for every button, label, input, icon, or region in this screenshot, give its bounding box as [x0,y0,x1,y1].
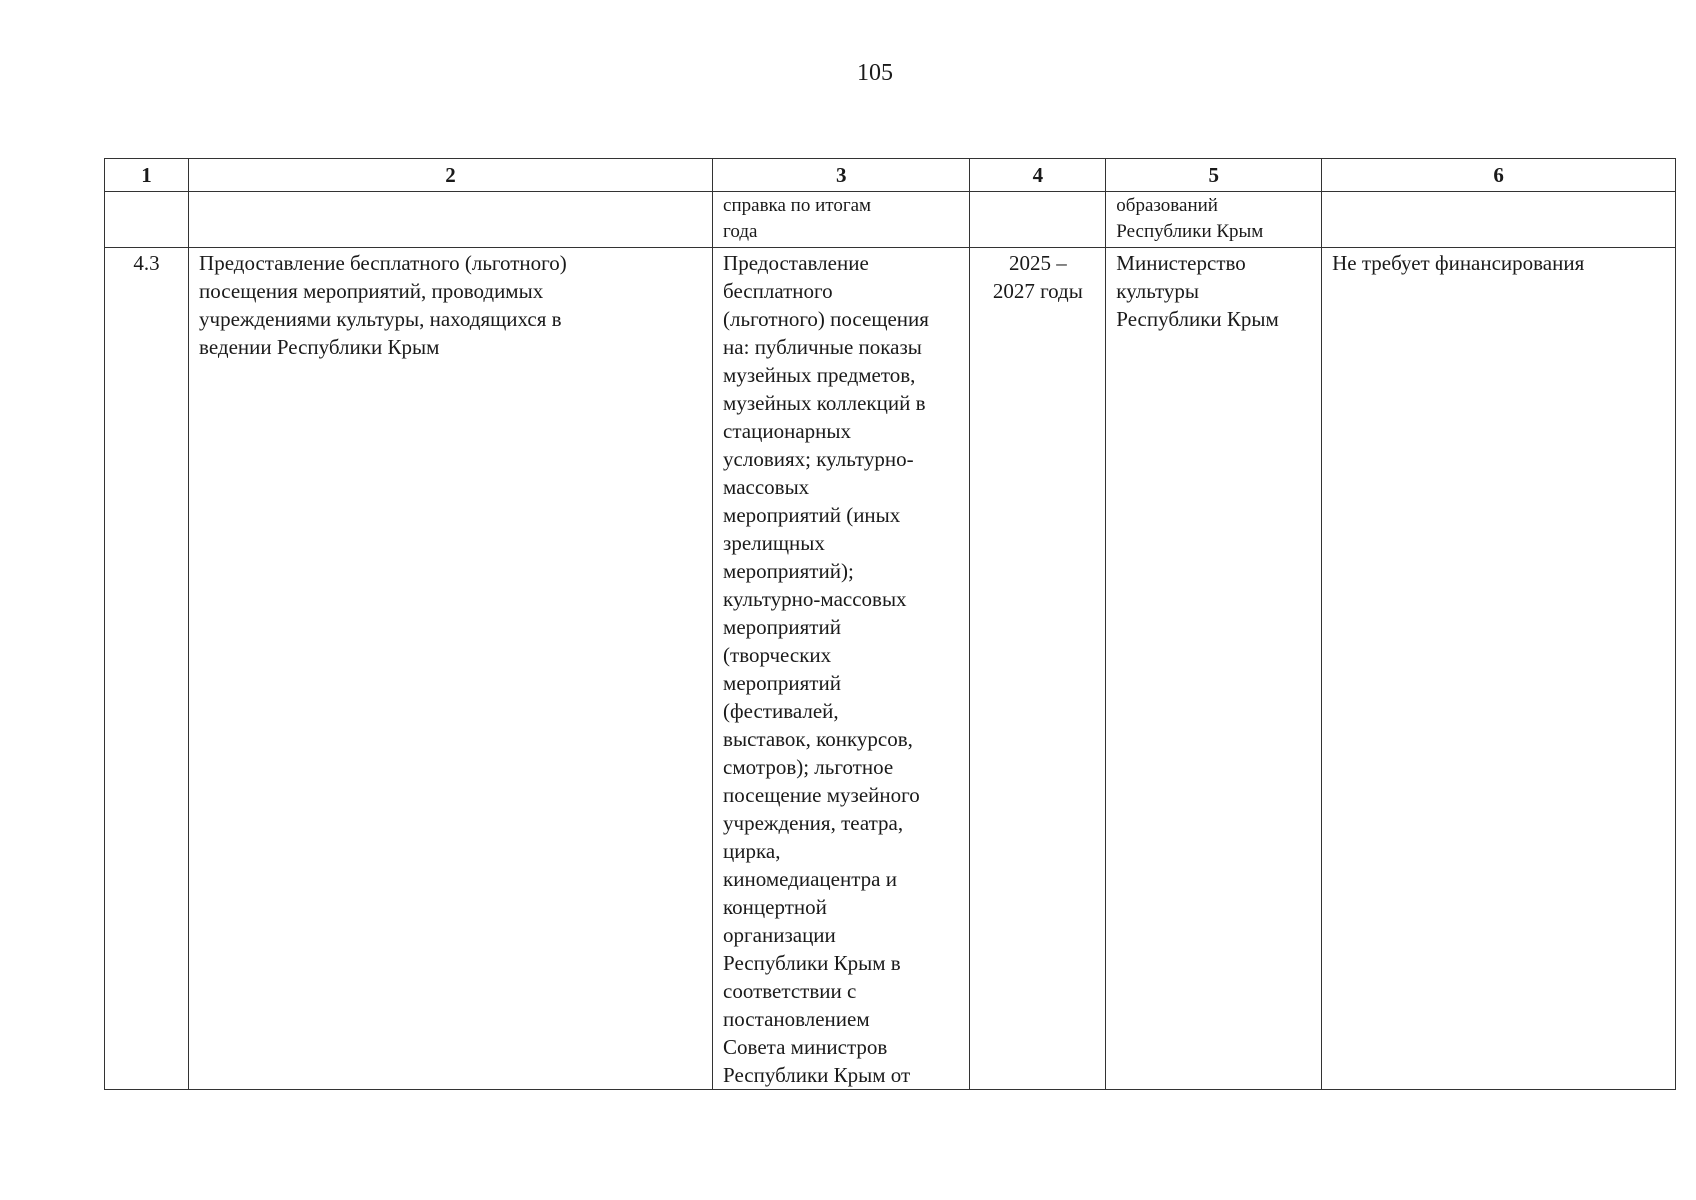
cell-continuation-col4 [970,192,1106,248]
cell-continuation-col2 [189,192,713,248]
table-row-4-3 [105,248,1676,1090]
cell-continuation-col1 [105,192,189,248]
column-header-1: 1 [105,159,189,192]
cell-result [713,248,970,1090]
text-line: справка по итогам [723,195,872,216]
text-line: цирка, [723,839,781,863]
cell-term [970,248,1106,1090]
text-line: ведении Республики Крым [199,335,440,359]
text-line: Республики Крым в [723,951,901,975]
cell-continuation-col6 [1322,192,1676,248]
text-line: учреждения, театра, [723,811,904,835]
text-line: зрелищных [723,531,825,555]
text-line: 2027 годы [992,279,1083,303]
text-line: Предоставление [723,251,869,275]
text-line: смотров); льготное [723,755,894,779]
text-line: мероприятий (иных [723,503,901,527]
text-line: музейных коллекций в [723,391,926,415]
column-header-3: 3 [713,159,970,192]
text-line: на: публичные показы [723,335,922,359]
text-line: культуры [1116,279,1200,303]
cell-financing: Не требует финансирования [1322,248,1676,1090]
text-line: мероприятий [723,615,841,639]
text-line: культурно-массовых [723,587,907,611]
text-line: Предоставление бесплатного (льготного) [199,251,567,275]
column-header-5: 5 [1106,159,1322,192]
text-line: посещения мероприятий, проводимых [199,279,544,303]
text-line: соответствии с [723,979,857,1003]
page-number: 105 [857,60,893,86]
text-line: киномедиацентра и [723,867,897,891]
table-row-continuation [105,192,1676,248]
text-line: мероприятий [723,671,841,695]
plan-table [104,158,1676,1090]
text-line: посещение музейного [723,783,920,807]
text-line: года [723,221,758,242]
text-line: образований [1116,195,1218,216]
text-line: бесплатного [723,279,833,303]
text-line: условиях; культурно- [723,447,914,471]
text-line: Совета министров [723,1035,888,1059]
text-line: учреждениями культуры, находящихся в [199,307,562,331]
cell-row-number: 4.3 [105,248,189,1090]
text-line: 2025 – [1008,251,1067,275]
text-line: Республики Крым [1116,307,1279,331]
text-line: стационарных [723,419,852,443]
text-line: (творческих [723,643,832,667]
text-line: массовых [723,475,810,499]
text-line: Республики Крым [1116,221,1264,242]
text-line: организации [723,923,836,947]
column-header-6: 6 [1322,159,1676,192]
text-line: музейных предметов, [723,363,916,387]
cell-description [189,248,713,1090]
text-line: (льготного) посещения [723,307,929,331]
cell-executor [1106,248,1322,1090]
text-line: Республики Крым от [723,1063,911,1087]
cell-continuation-col5 [1106,192,1322,248]
text-line: концертной [723,895,827,919]
table-header-row [105,159,1676,192]
column-header-4: 4 [970,159,1106,192]
text-line: Министерство [1116,251,1246,275]
cell-continuation-col3 [713,192,970,248]
column-header-2: 2 [189,159,713,192]
text-line: постановлением [723,1007,870,1031]
text-line: выставок, конкурсов, [723,727,913,751]
text-line: (фестивалей, [723,699,839,723]
text-line: мероприятий); [723,559,854,583]
